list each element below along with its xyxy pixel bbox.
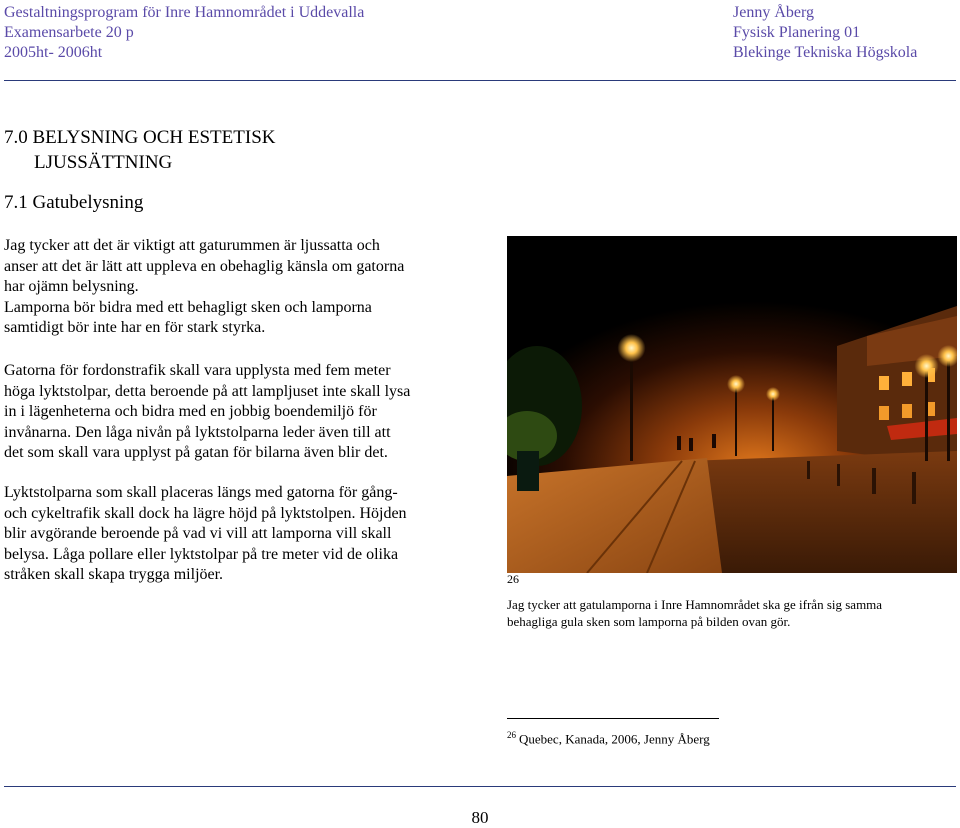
- text-line: Lamporna bör bidra med ett behagligt sken och lamporna: [4, 298, 372, 316]
- text-line: det som skall vara upplyst på gatan för bilarna även blir det.: [4, 444, 388, 461]
- text-line: Gatorna för fordonstrafik skall vara upplysta med fem meter: [4, 362, 391, 379]
- header-program: Fysisk Planering 01: [733, 24, 861, 41]
- text-line: blir avgörande beroende på vad vi vill att lamporna vill skall: [4, 525, 392, 542]
- text-line: Lyktstolparna som skall placeras längs med gatorna för gång-: [4, 484, 398, 501]
- text-line: samtidigt bör inte har en för stark styrka.: [4, 319, 266, 336]
- subsection-heading: 7.1 Gatubelysning: [4, 192, 144, 213]
- footnote-number: 26: [507, 730, 516, 740]
- section-heading-line1: 7.0 BELYSNING OCH ESTETISK: [4, 127, 276, 148]
- text-line: belysa. Låga pollare eller lyktstolpar på tre meter vid de olika: [4, 545, 399, 563]
- footnote-separator: [507, 718, 719, 719]
- text-line: invånarna. Den låga nivån på lyktstolparna leder även till att: [4, 423, 391, 441]
- header-left: [4, 3, 364, 63]
- section-heading-line2: LJUSSÄTTNING: [34, 152, 173, 173]
- caption-line: behagliga gula sken som lamporna på bilden ovan gör.: [507, 614, 791, 629]
- header-author: Jenny Åberg: [733, 4, 815, 21]
- footnote-text: Quebec, Kanada, 2006, Jenny Åberg: [519, 731, 710, 747]
- header-right: [733, 3, 917, 63]
- footer-rule: [4, 786, 956, 787]
- text-line: in i lägenheterna och bidra med en jobbig boendemiljö för: [4, 403, 377, 420]
- header-course: Examensarbete 20 p: [4, 24, 134, 41]
- text-line: höga lyktstolpar, detta beroende på att lampljuset inte skall lysa: [4, 382, 411, 400]
- text-line: och cykeltrafik skall dock ha lägre höjd på lyktstolpen. Höjden: [4, 504, 407, 522]
- figure-footnote-ref: 26: [507, 572, 519, 586]
- header-project-title: Gestaltningsprogram för Inre Hamnområdet i Uddevalla: [4, 4, 365, 21]
- caption-line: Jag tycker att gatulamporna i Inre Hamnområdet ska ge ifrån sig samma: [507, 597, 883, 612]
- section-heading: [4, 125, 275, 175]
- header-rule: [4, 80, 956, 81]
- paragraph-3: [4, 483, 474, 586]
- figure-caption: [507, 596, 952, 630]
- text-line: har ojämn belysning.: [4, 278, 139, 295]
- paragraph-1: [4, 236, 474, 339]
- page-number: 80: [471, 808, 489, 827]
- header-term: 2005ht- 2006ht: [4, 44, 103, 61]
- footnote: [507, 726, 710, 748]
- text-line: Jag tycker att det är viktigt att gaturummen är ljussatta och: [4, 237, 380, 254]
- night-street-photo: [507, 236, 957, 573]
- paragraph-2: [4, 361, 474, 464]
- header-school: Blekinge Tekniska Högskola: [733, 44, 918, 61]
- text-line: stråken skall skapa trygga miljöer.: [4, 566, 224, 583]
- text-line: anser att det är lätt att uppleva en obehaglig känsla om gatorna: [4, 257, 405, 275]
